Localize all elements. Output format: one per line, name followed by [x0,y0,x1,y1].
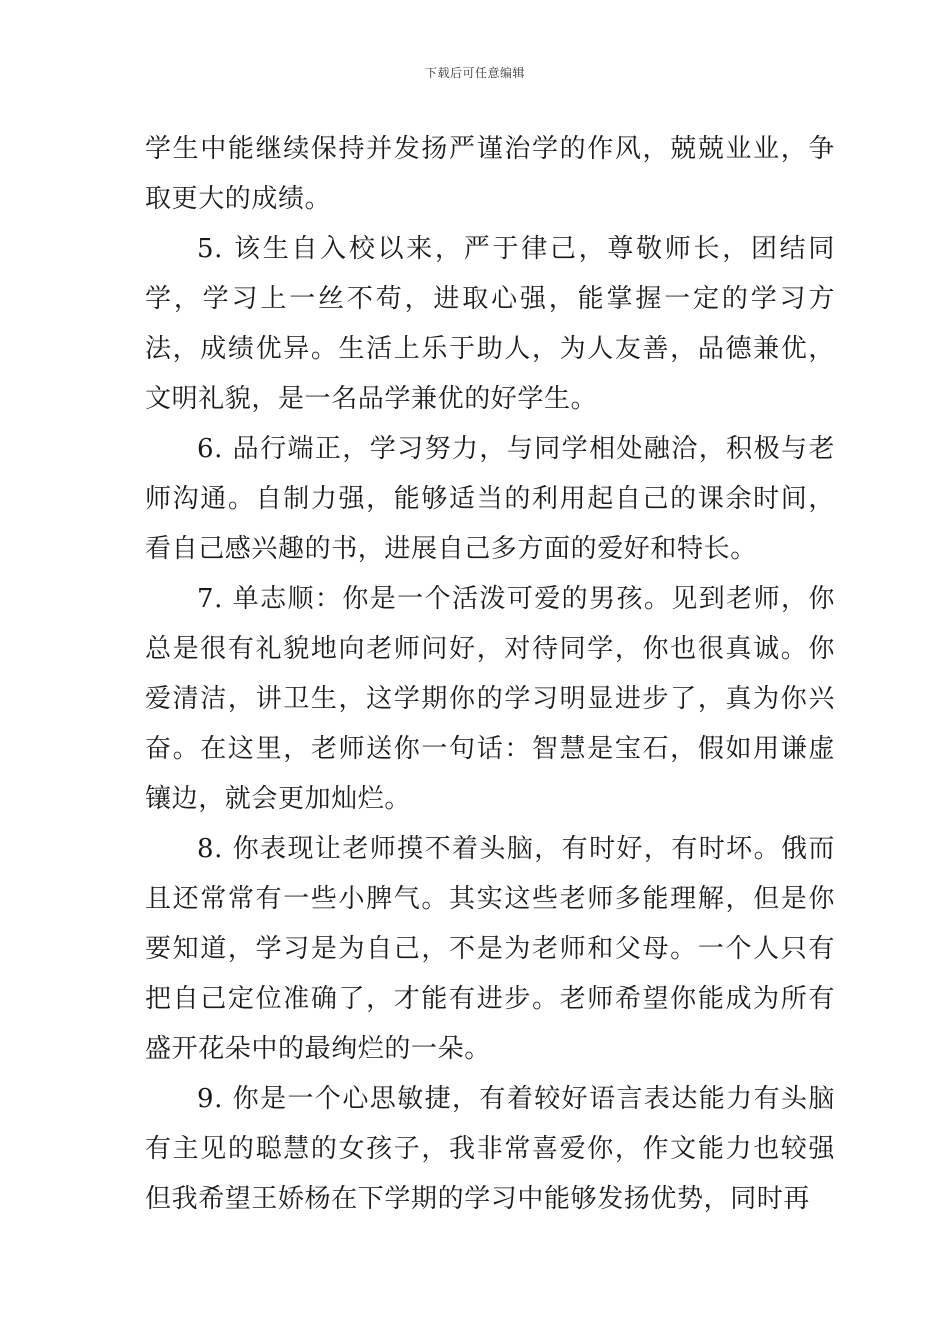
paragraph-item-7: 7. 单志顺：你是一个活泼可爱的男孩。见到老师，你总是很有礼貌地向老师问好，对待同学，你也很真诚。你爱清洁，讲卫生，这学期你的学习明显进步了，真为你兴奋。在这里，老师送你一句话：智慧是宝石，假如用谦虚镶边，就会更加灿烂。 [145,584,835,814]
paragraph-item-8: 8. 你表现让老师摸不着头脑，有时好，有时坏。俄而且还常常有一些小脾气。其实这些老师多能理解，但是你要知道，学习是为自己，不是为老师和父母。一个人只有把自己定位准确了，才能有进步。老师希望你能成为所有盛开花朵中的最绚烂的一朵。 [145,834,835,1064]
document-body [145,124,835,1224]
paragraph-item-9: 9. 你是一个心思敏捷，有着较好语言表达能力有头脑有主见的聪慧的女孩子，我非常喜爱你，作文能力也较强但我希望王娇杨在下学期的学习中能够发扬优势，同时再 [145,1084,835,1214]
paragraph-item-6: 6. 品行端正，学习努力，与同学相处融洽，积极与老师沟通。自制力强，能够适当的利用起自己的课余时间，看自己感兴趣的书，进展自己多方面的爱好和特长。 [145,434,835,564]
page-header: 下载后可任意编辑 [424,66,525,80]
paragraph-item-5: 5. 该生自入校以来，严于律己，尊敬师长，团结同学，学习上一丝不苟，进取心强，能掌握一定的学习方法，成绩优异。生活上乐于助人，为人友善，品德兼优，文明礼貌，是一名品学兼优的好学生。 [145,234,835,414]
paragraph-continued: 学生中能继续保持并发扬严谨治学的作风，兢兢业业，争取更大的成绩。 [145,134,835,214]
